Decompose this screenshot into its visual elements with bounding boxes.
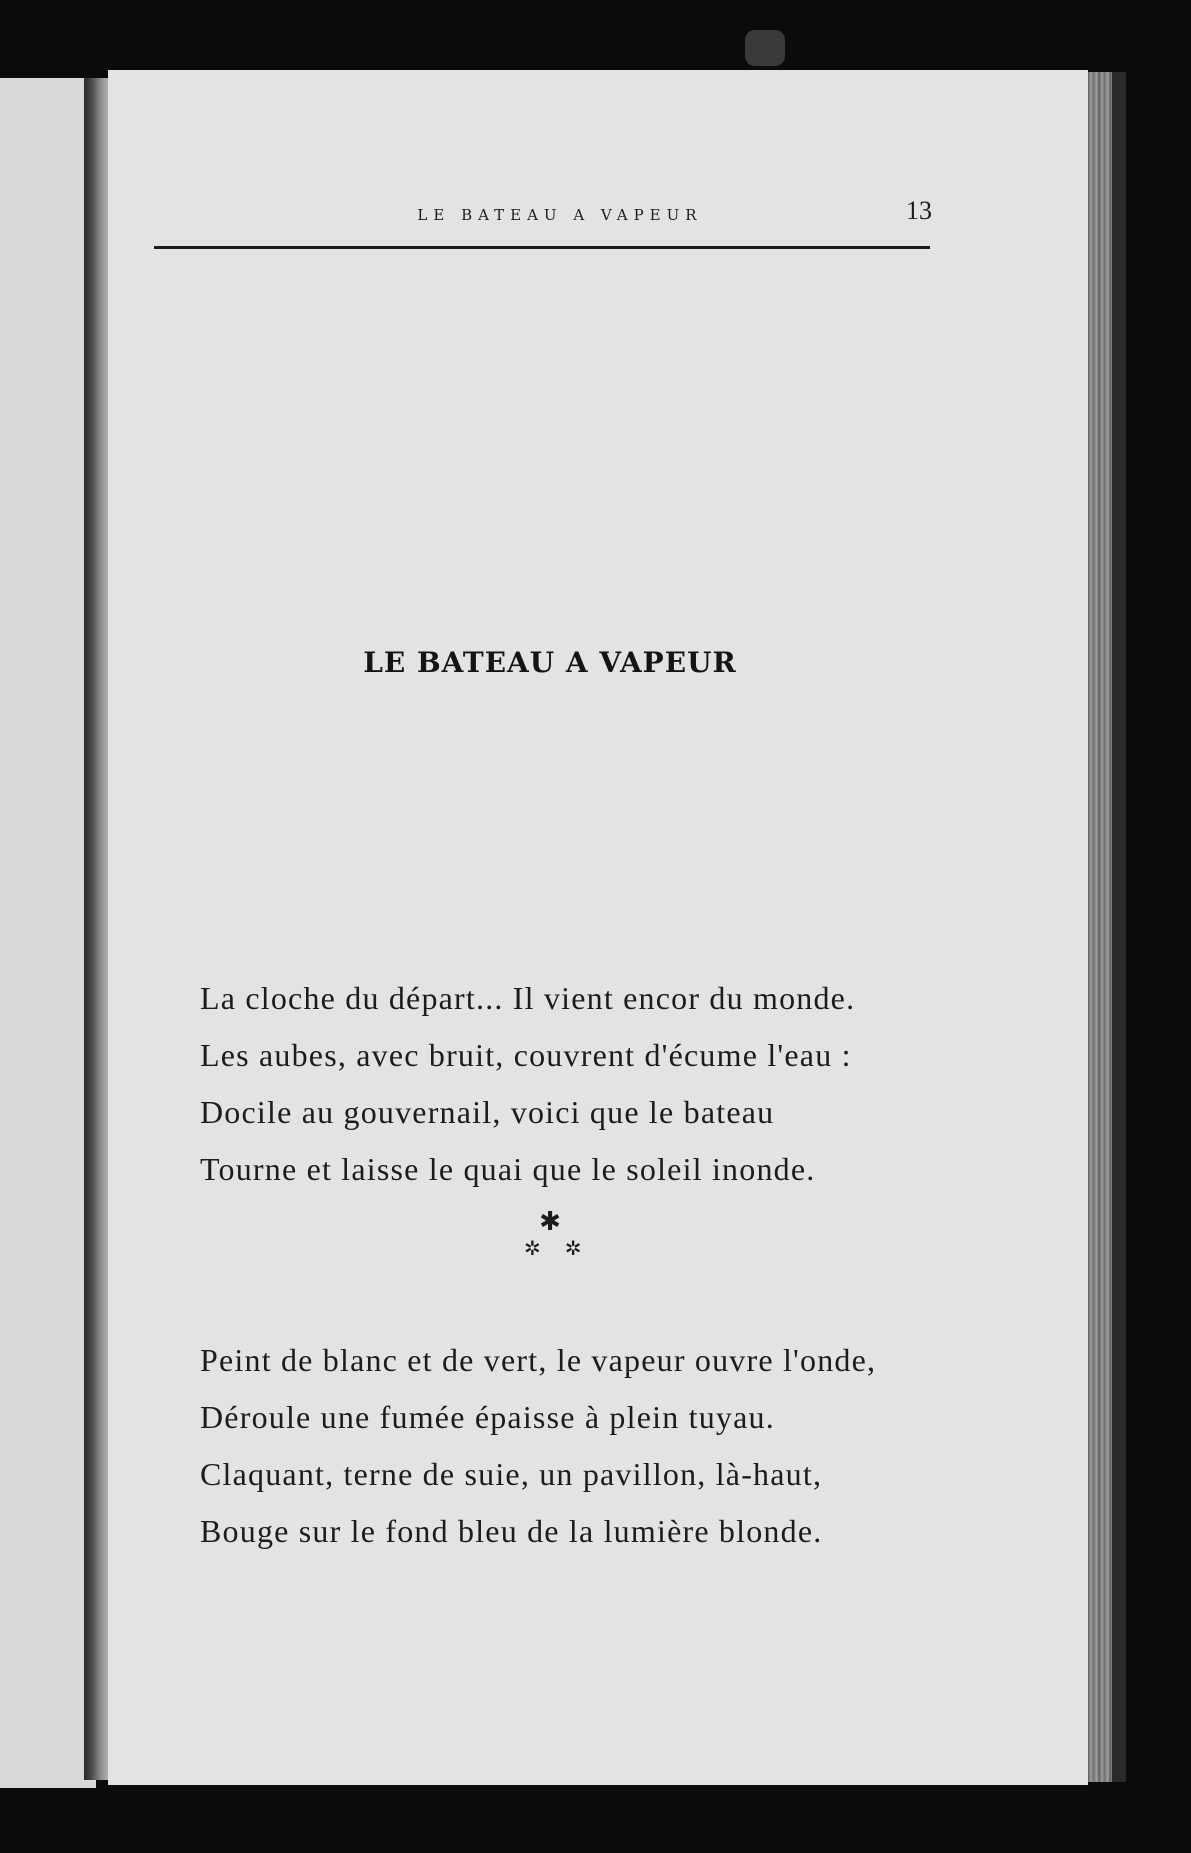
verse-line: Bouge sur le fond bleu de la lumière blonde.: [200, 1513, 823, 1549]
verse-line: Tourne et laisse le quai que le soleil inonde.: [200, 1151, 816, 1187]
stanza-1: [200, 970, 1000, 1198]
poem-title: LE BATEAU A VAPEUR: [363, 646, 737, 679]
verse-line: Claquant, terne de suie, un pavillon, là-haut,: [200, 1456, 823, 1492]
scan-smudge: [745, 30, 785, 66]
verse-line: Déroule une fumée épaisse à plein tuyau.: [200, 1399, 775, 1435]
header-rule: [154, 246, 930, 249]
verse-line: Docile au gouvernail, voici que le bateau: [200, 1094, 775, 1130]
asterism-top: ✱: [539, 1207, 561, 1237]
page-block-shadow: [1112, 72, 1126, 1782]
page-number: 13: [906, 196, 932, 225]
asterism-bottom: ✲✲: [524, 1236, 606, 1260]
asterism-divider: [500, 1207, 606, 1260]
verse-line: Peint de blanc et de vert, le vapeur ouvre l'onde,: [200, 1342, 877, 1378]
stanza-2: [200, 1332, 1000, 1560]
verse-line: La cloche du départ... Il vient encor du monde.: [200, 980, 856, 1016]
previous-page-edge: [0, 78, 96, 1788]
running-head: LE BATEAU A VAPEUR: [417, 206, 703, 224]
verse-line: Les aubes, avec bruit, couvrent d'écume l'eau :: [200, 1037, 852, 1073]
